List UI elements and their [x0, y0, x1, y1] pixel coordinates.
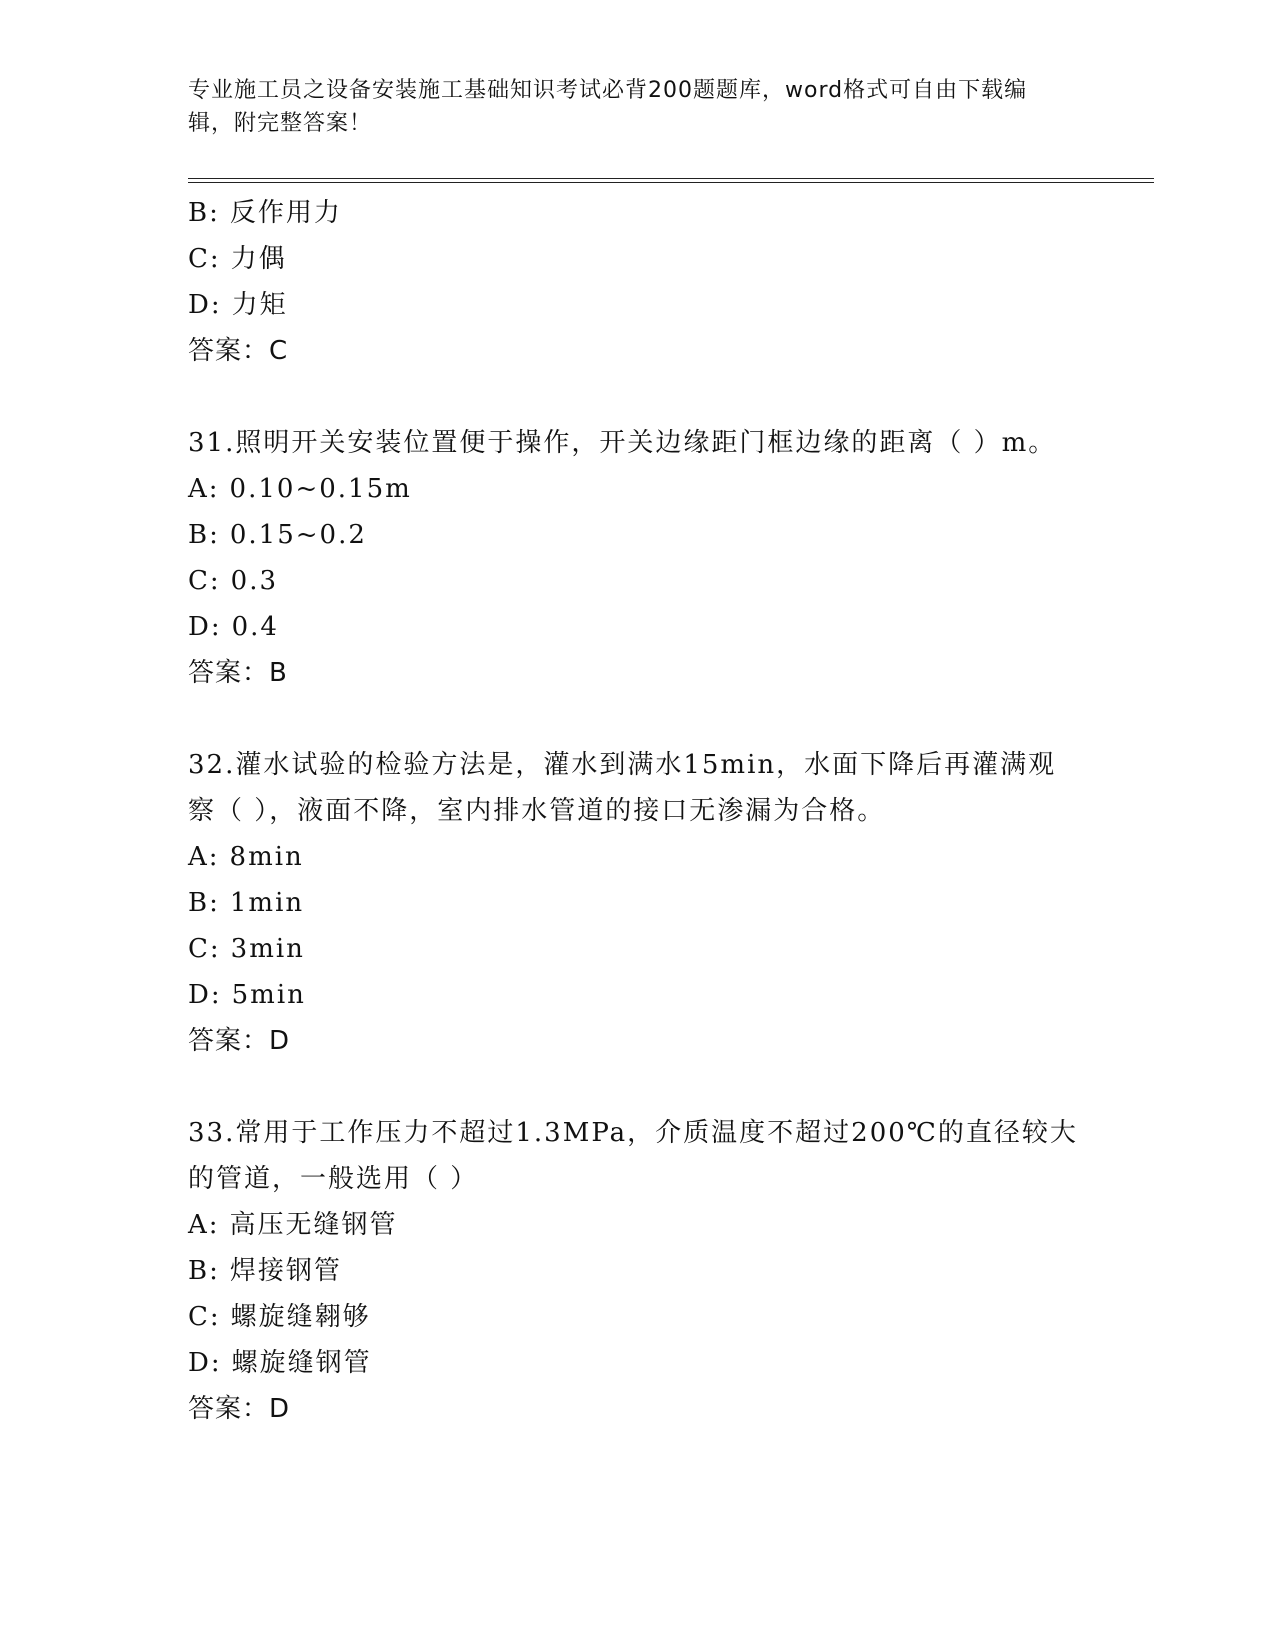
option-separator: : — [208, 474, 220, 504]
option-text: 螺旋缝翱够 — [230, 1302, 371, 1332]
option-row — [188, 466, 1088, 512]
option-separator: : — [209, 520, 220, 550]
option-letter: B — [188, 888, 210, 918]
option-row — [188, 972, 1088, 1018]
option-text: 焊接钢管 — [229, 1256, 342, 1286]
spacer — [188, 1064, 1088, 1110]
question-text: 31.照明开关安装位置便于操作，开关边缘距门框边缘的距离（ ）m。 — [188, 428, 1057, 458]
option-text: 螺旋缝钢管 — [231, 1348, 372, 1378]
answer-line: 答案：D — [188, 1026, 291, 1056]
option-separator: : — [209, 888, 220, 918]
option-text: 高压无缝钢管 — [229, 1210, 398, 1240]
option-letter: C — [188, 934, 210, 964]
option-letter: C — [188, 1302, 210, 1332]
question-block — [188, 420, 1088, 696]
question-text: 32.灌水试验的检验方法是，灌水到满水15min，水面下降后再灌满观察（ ），液面不降，室内排水管道的接口无渗漏为合格。 — [188, 750, 1057, 826]
option-text: 反作用力 — [229, 198, 342, 228]
option-letter: D — [188, 980, 211, 1010]
option-text: 8min — [229, 842, 304, 872]
question-block — [188, 1110, 1088, 1432]
option-row — [188, 512, 1088, 558]
option-letter: A — [188, 842, 209, 872]
option-letter: A — [188, 1210, 209, 1240]
option-letter: B — [188, 1256, 210, 1286]
option-separator: : — [210, 612, 222, 642]
option-separator: : — [209, 244, 221, 274]
option-text: 0.4 — [231, 612, 279, 642]
option-text: 力偶 — [230, 244, 287, 274]
option-text: 1min — [229, 888, 305, 918]
option-separator: : — [210, 1348, 222, 1378]
option-letter: D — [188, 612, 211, 642]
answer-line: 答案：C — [188, 336, 289, 366]
option-text: 3min — [230, 934, 305, 964]
option-separator: : — [209, 1302, 221, 1332]
option-row — [188, 1248, 1088, 1294]
question-text: 33.常用于工作压力不超过1.3MPa，介质温度不超过200℃的直径较大的管道，一般选用（ ） — [188, 1118, 1078, 1194]
option-letter: D — [188, 290, 211, 320]
option-separator: : — [209, 198, 220, 228]
option-letter: B — [188, 198, 210, 228]
option-letter: C — [188, 566, 210, 596]
option-row — [188, 926, 1088, 972]
option-separator: : — [209, 566, 221, 596]
option-text: 力矩 — [231, 290, 288, 320]
option-letter: B — [188, 520, 210, 550]
option-row — [188, 1202, 1088, 1248]
option-text: 0.15~0.2 — [229, 520, 367, 550]
question-continuation — [188, 190, 1088, 374]
document-body — [188, 190, 1088, 1432]
spacer — [188, 696, 1088, 742]
option-letter: C — [188, 244, 210, 274]
option-text: 0.10~0.15m — [229, 474, 412, 504]
option-row — [188, 558, 1088, 604]
option-separator: : — [210, 290, 222, 320]
question-block — [188, 742, 1088, 1064]
answer-line: 答案：B — [188, 658, 288, 688]
answer-line: 答案：D — [188, 1394, 291, 1424]
option-separator: : — [208, 842, 220, 872]
option-letter: A — [188, 474, 209, 504]
header-rule-top — [188, 178, 1154, 179]
document-header: 专业施工员之设备安装施工基础知识考试必背200题题库，word格式可自由下载编辑，附完整答案！ — [188, 78, 1028, 136]
option-text: 0.3 — [230, 566, 279, 596]
option-text: 5min — [231, 980, 306, 1010]
option-row — [188, 1340, 1088, 1386]
spacer — [188, 374, 1088, 420]
option-row — [188, 880, 1088, 926]
option-separator: : — [209, 934, 221, 964]
option-separator: : — [210, 980, 222, 1010]
header-rule-bottom — [188, 182, 1154, 183]
option-row — [188, 834, 1088, 880]
option-row — [188, 604, 1088, 650]
option-row — [188, 1294, 1088, 1340]
option-letter: D — [188, 1348, 211, 1378]
option-row — [188, 282, 1088, 328]
option-separator: : — [209, 1256, 220, 1286]
option-row — [188, 236, 1088, 282]
option-row — [188, 190, 1088, 236]
option-separator: : — [208, 1210, 220, 1240]
